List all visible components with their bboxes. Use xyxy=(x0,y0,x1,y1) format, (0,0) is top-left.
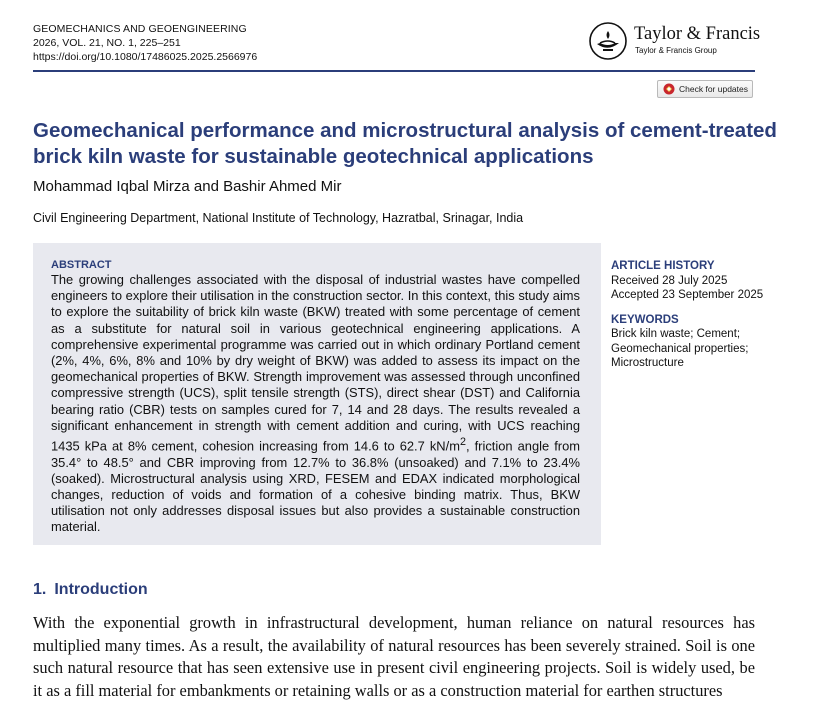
lamp-of-knowledge-icon xyxy=(588,21,628,61)
publisher-name: Taylor & Francis xyxy=(634,24,761,44)
history-heading: ARTICLE HISTORY xyxy=(611,260,715,272)
article-sidebar xyxy=(611,259,811,371)
abstract-heading: ABSTRACT xyxy=(51,259,112,271)
section-number: 1. xyxy=(33,581,47,598)
abstract-superscript: 2 xyxy=(459,436,466,449)
publisher-branding[interactable] xyxy=(588,21,763,61)
abstract-text-part-1: The growing challenges associated with the disposal of industrial wastes have compelled engineers to explore their utilisation in the construction sector. In this context, this study aims to explore the suitability of brick kiln waste (BKW) treated with some percentage of cement as a substitute for natural soil in various geotechnical engineering applications. A comprehensive experimental programme was carried out in which ordinary Portland cement (2%, 4%, 6%, 8% and 10% by dry weight of BKW) was added to assess its impact on the geomechanical properties of BKW. Strength improvement was assessed through unconfined compressive strength (UCS), split tensile strength (STS), direct shear (DST) and California bearing ratio (CBR) tests on samples cured for 7, 14 and 28 days. The results revealed a significant enhancement in strength with cement addition and curing, with UCS reaching 1435 kPa at 8% cement, cohesion increasing from 14.6 to 62.7 kN/m xyxy=(51,272,580,454)
keywords-list: Brick kiln waste; Cement; Geomechanical properties; Microstructure xyxy=(611,328,749,369)
article-authors[interactable]: Mohammad Iqbal Mirza and Bashir Ahmed Mir xyxy=(33,178,342,195)
section-heading-introduction xyxy=(33,581,148,599)
check-for-updates-label: Check for updates xyxy=(679,84,748,94)
author-affiliation: Civil Engineering Department, National Institute of Technology, Hazratbal, Srinagar, India xyxy=(33,211,524,225)
article-title: Geomechanical performance and microstructural analysis of cement-treated brick kiln waste for sustainable geotechnical applications xyxy=(33,119,777,168)
journal-info xyxy=(33,22,257,64)
check-for-updates-button[interactable] xyxy=(657,80,753,98)
accepted-date: Accepted 23 September 2025 xyxy=(611,289,764,301)
received-date: Received 28 July 2025 xyxy=(611,274,728,287)
journal-doi[interactable]: https://doi.org/10.1080/17486025.2025.2566976 xyxy=(33,51,258,63)
journal-citation: 2026, VOL. 21, NO. 1, 225–251 xyxy=(33,37,181,49)
publisher-group: Taylor & Francis Group xyxy=(635,46,717,55)
section-title: Introduction xyxy=(54,581,148,598)
keywords-heading: KEYWORDS xyxy=(611,313,679,326)
journal-name: GEOMECHANICS AND GEOENGINEERING xyxy=(33,23,247,35)
header-divider xyxy=(33,70,755,72)
introduction-paragraph: With the exponential growth in infrastructural development, human reliance on natural resources has multiplied many times. As a result, the availability of natural resources has been severely strained. Soil is one such natural resource that has seen extensive use in present civil engineering projects. Soil is widely used, be it as a fill material for embankments or retaining walls or as a construction material for earthen structures xyxy=(33,613,755,701)
crossmark-icon xyxy=(663,83,675,95)
abstract-text xyxy=(51,272,580,536)
abstract-text-part-2: , friction angle from 35.4° to 48.5° and CBR improving from 12.7% to 36.8% (unsoaked) and 7.1% to 23.4% (soaked). Microstructural analysis using XRD, FESEM and EDAX indicated morphological changes, reduction of voids and formation of a cohesive binding matrix. Thus, BKW utilisation not only addresses disposal issues but also provides a sustainable construction material. xyxy=(51,438,580,535)
abstract-panel xyxy=(33,243,601,545)
